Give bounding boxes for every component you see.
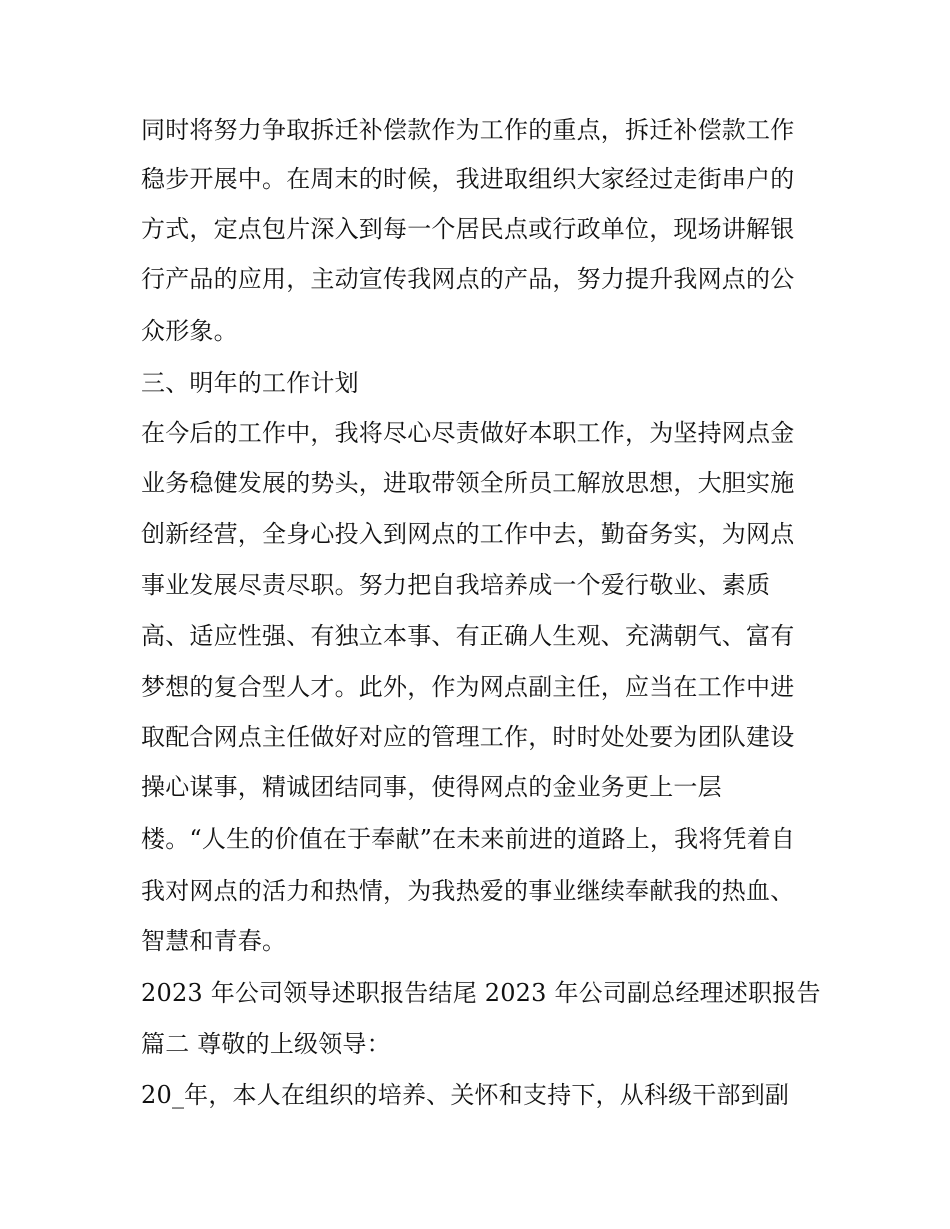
report-title-line: 2023 年公司领导述职报告结尾 2023 年公司副总经理述职报告 (141, 979, 821, 1007)
report-title-line: 篇二 尊敬的上级领导： (141, 1030, 391, 1058)
text-line: 业务稳健发展的势头，进取带领全所员工解放思想，大胆实施 (141, 469, 795, 497)
text-line: 智慧和青春。 (141, 927, 287, 955)
text-line: 我对网点的活力和热情，为我热爱的事业继续奉献我的热血、 (141, 877, 795, 905)
section-heading: 三、明年的工作计划 (141, 369, 359, 397)
text-line: 创新经营，全身心投入到网点的工作中去，勤奋务实，为网点 (141, 520, 795, 548)
text-line: 楼。“人生的价值在于奉献”在未来前进的道路上，我将凭着自 (141, 825, 796, 853)
text-line: 操心谋事，精诚团结同事，使得网点的金业务更上一层 (141, 773, 722, 801)
text-line: 方式，定点包片深入到每一个居民点或行政单位，现场讲解银 (141, 215, 795, 243)
text-line: 行产品的应用，主动宣传我网点的产品，努力提升我网点的公 (141, 265, 795, 293)
text-line: 梦想的复合型人才。此外，作为网点副主任，应当在工作中进 (141, 673, 795, 701)
text-line: 事业发展尽责尽职。努力把自我培养成一个爱行敬业、素质 (141, 571, 771, 599)
text-line: 在今后的工作中，我将尽心尽责做好本职工作，为坚持网点金 (141, 419, 795, 447)
text-line: 取配合网点主任做好对应的管理工作，时时处处要为团队建设 (141, 723, 795, 751)
text-line: 稳步开展中。在周末的时候，我进取组织大家经过走街串户的 (141, 165, 795, 193)
text-line: 众形象。 (141, 317, 238, 345)
text-line: 同时将努力争取拆迁补偿款作为工作的重点，拆迁补偿款工作 (141, 116, 795, 144)
text-line: 20_年，本人在组织的培养、关怀和支持下，从科级干部到副 (141, 1081, 790, 1109)
text-line: 高、适应性强、有独立本事、有正确人生观、充满朝气、富有 (141, 622, 795, 650)
